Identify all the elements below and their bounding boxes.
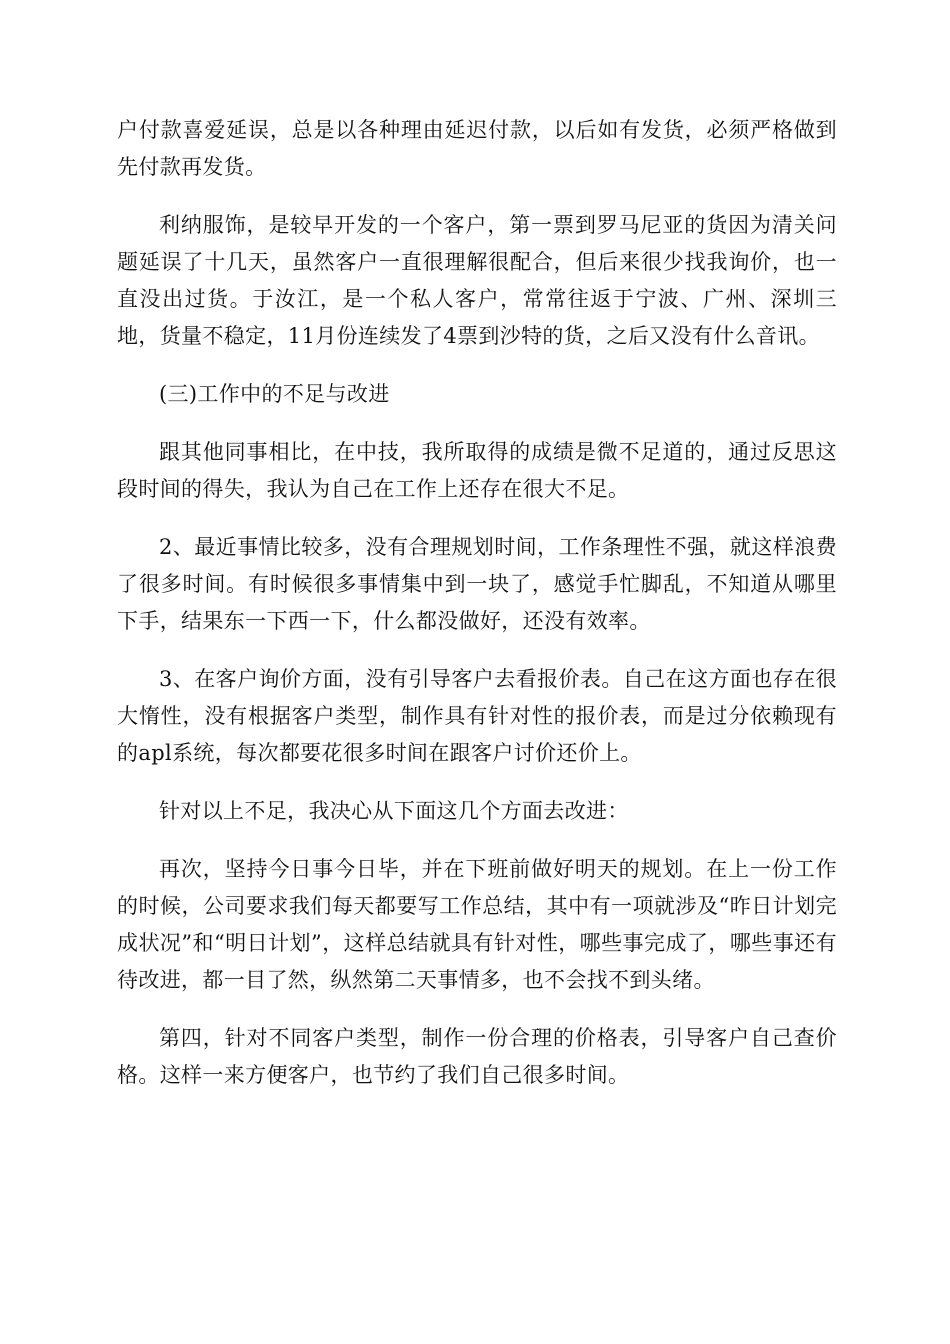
paragraph-improvement-fourth: 第四，针对不同客户类型，制作一份合理的价格表，引导客户自己查价格。这样一来方便客户，也节约了我们自己很多时间。 bbox=[117, 1026, 837, 1087]
paragraph-reflection: 跟其他同事相比，在中技，我所取得的成绩是微不足道的，通过反思这段时间的得失，我认为自己在工作上还存在很大不足。 bbox=[117, 440, 837, 501]
paragraph-improvement-third: 再次，坚持今日事今日毕，并在下班前做好明天的规划。在上一份工作的时候，公司要求我们每天都要写工作总结，其中有一项就涉及“昨日计划完成状况”和“明日计划”，这样总结就具有针对性，哪些事完成了，哪些事还有待改进，都一目了然，纵然第二天事情多，也不会找不到头绪。 bbox=[117, 857, 837, 992]
paragraph-point-3: 3、在客户询价方面，没有引导客户去看报价表。自己在这方面也存在很大惰性，没有根据客户类型，制作具有针对性的报价表，而是过分依赖现有的apl系统，每次都要花很多时间在跟客户讨价还价上。 bbox=[117, 667, 837, 765]
paragraph-linafushi: 利纳服饰，是较早开发的一个客户，第一票到罗马尼亚的货因为清关问题延误了十几天，虽然客户一直很理解很配合，但后来很少找我询价，也一直没出过货。于汝江，是一个私人客户，常常往返于宁波、广州、深圳三地，货量不稳定，11月份连续发了4票到沙特的货，之后又没有什么音讯。 bbox=[117, 213, 837, 348]
paragraph-point-2: 2、最近事情比较多，没有合理规划时间，工作条理性不强，就这样浪费了很多时间。有时候很多事情集中到一块了，感觉手忙脚乱，不知道从哪里下手，结果东一下西一下，什么都没做好，还没有效率。 bbox=[117, 535, 837, 633]
paragraph-improvement-intro: 针对以上不足，我决心从下面这几个方面去改进： bbox=[159, 799, 629, 823]
document-page bbox=[117, 112, 837, 1115]
section-heading-shortcomings: (三)工作中的不足与改进 bbox=[159, 382, 390, 406]
paragraph-continuation: 户付款喜爱延误，总是以各种理由延迟付款，以后如有发货，必须严格做到先付款再发货。 bbox=[117, 118, 837, 179]
